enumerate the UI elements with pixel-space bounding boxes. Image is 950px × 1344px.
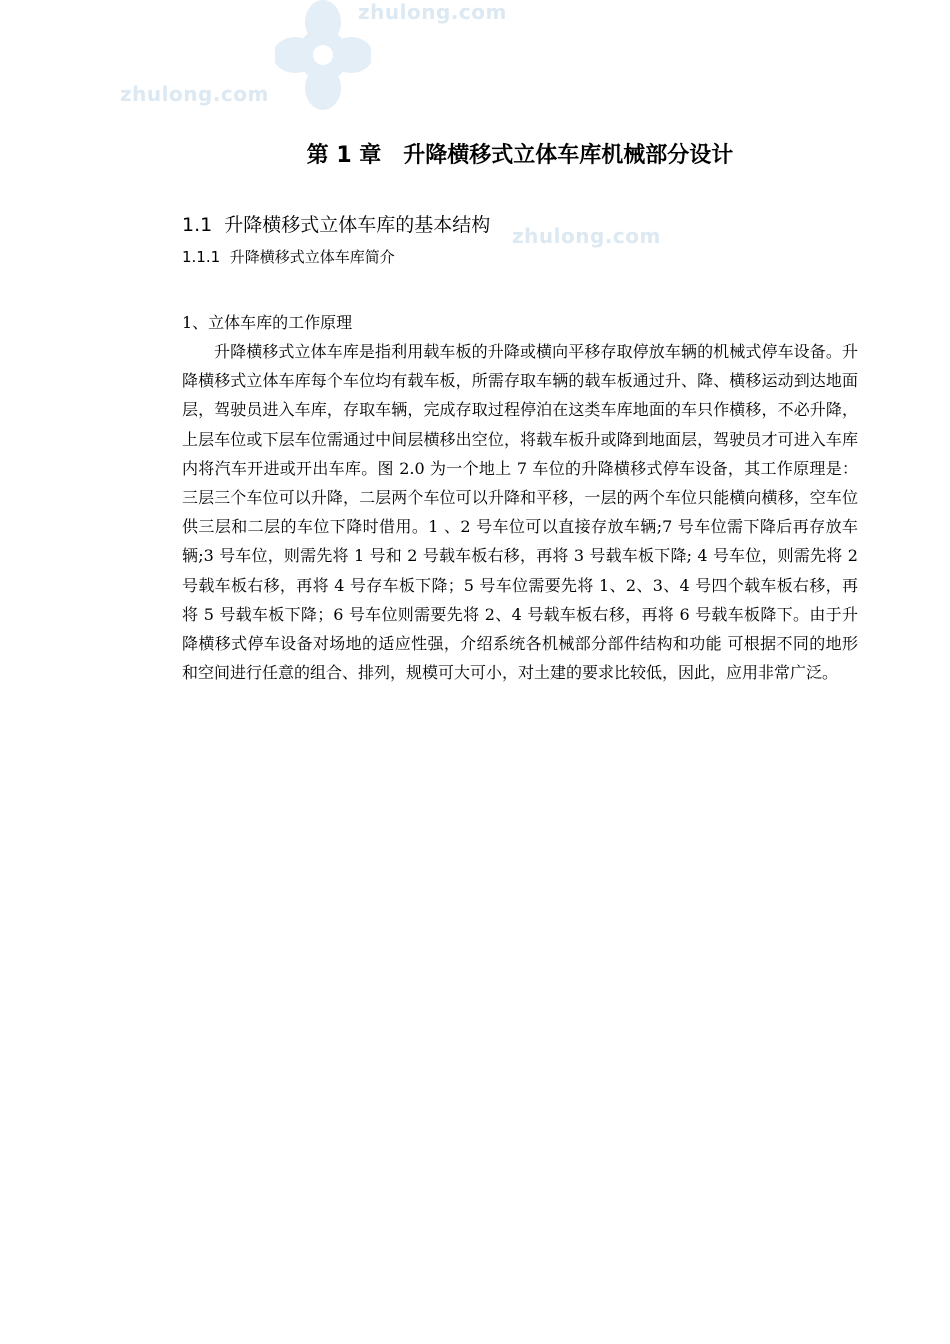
chapter-title: 第 1 章 升降横移式立体车库机械部分设计 (306, 143, 734, 168)
watermark-text: zhulong.com (512, 224, 661, 248)
item-heading: 1、立体车库的工作原理 (182, 313, 353, 332)
zhulong-flower-logo-icon (275, 0, 371, 110)
watermark-text: zhulong.com (120, 82, 269, 106)
section-title: 1.1 升降横移式立体车库的基本结构 (182, 214, 491, 236)
subsection-title: 1.1.1 升降横移式立体车库简介 (182, 248, 395, 266)
body-paragraph: 升降横移式立体车库是指利用载车板的升降或横向平移存取停放车辆的机械式停车设备。升降横移式立体车库每个车位均有载车板，所需存取车辆的载车板通过升、降、横移运动到达地面层，驾驶员进入车库，存取车辆，完成存取过程停泊在这类车库地面的车只作横移，不必升降，上层车位或下层车位需通过中间层横移出空位，将载车板升或降到地面层，驾驶员才可进入车库内将汽车开进或开出车库。图 2.0 为一个地上 7 车位的升降横移式停车设备，其工作原理是：三层三个车位可以升降，二层两个车位可以升降和平移，一层的两个车位只能横向横移，空车位供三层和二层的车位下降时借用。1 、2 号车位可以直接存放车辆;7 号车位需下降后再存放车辆;3 号车位，则需先将 1 号和 2 号载车板右移，再将 3 号载车板下降; 4 号车位，则需先将 2 号载车板右移，再将 4 号存车板下降；5 号车位需要先将 1、2、3、4 号四个载车板右移，再将 5 号载车板下降；6 号车位则需要先将 2、4 号载车板右移，再将 6 号载车板降下。由于升降横移式停车设备对场地的适应性强，介绍系统各机械部分部件结构和功能 可根据不同的地形和空间进行任意的组合、排列，规模可大可小，对土建的要求比较低，因此，应用非常广泛。 (182, 342, 858, 683)
watermark-text: zhulong.com (358, 0, 507, 24)
